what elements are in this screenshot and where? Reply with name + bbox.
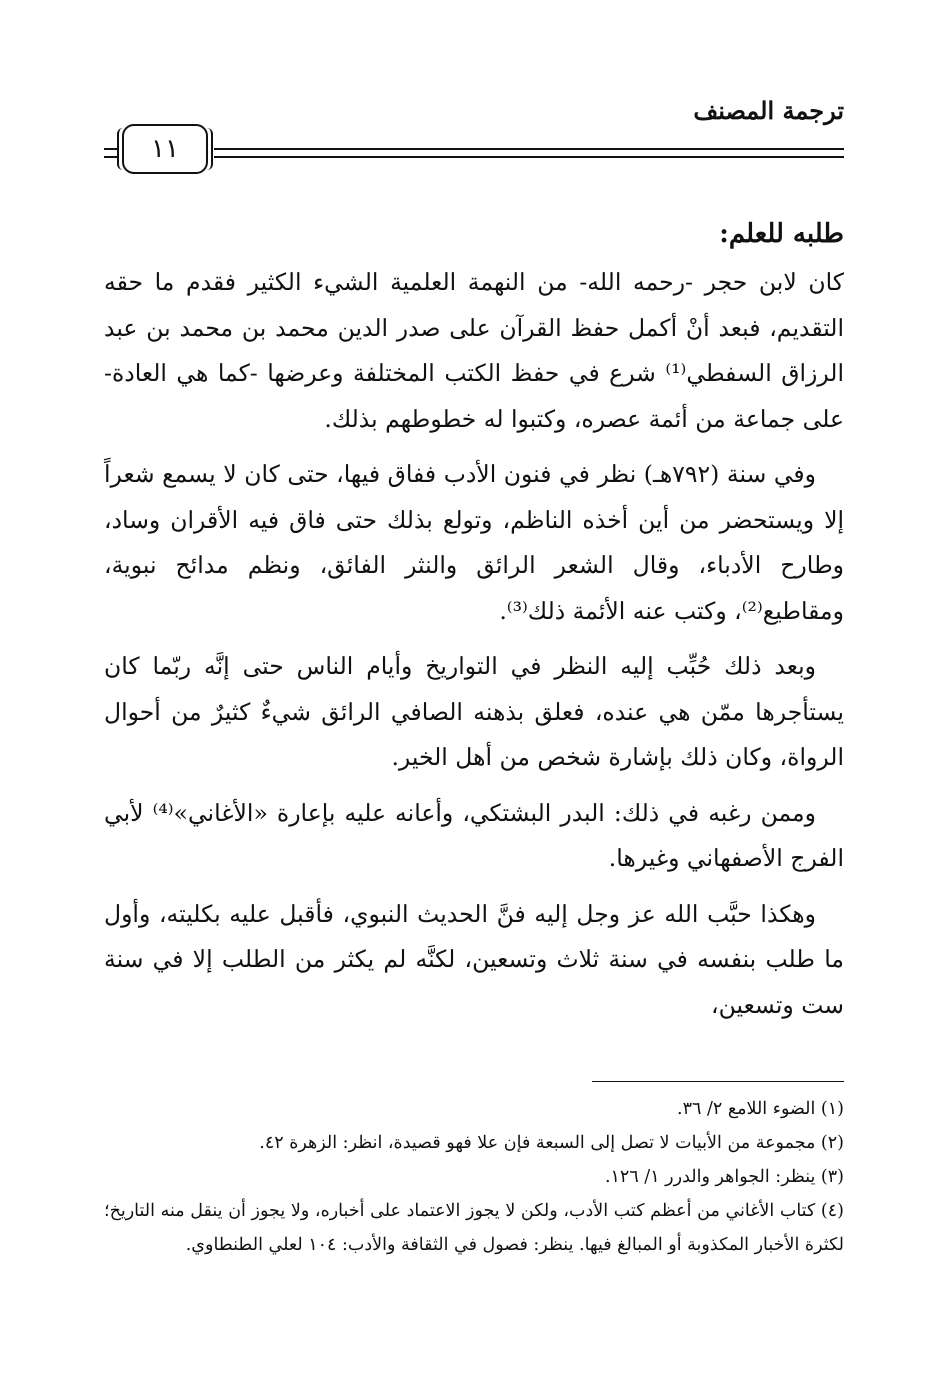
section-heading: طلبه للعلم: [719,219,844,249]
header-rule [104,124,844,178]
paragraph: كان لابن حجر -رحمه الله- من النهمة العلمية الشيء الكثير فقدم ما حقه التقديم، فبعد أنْ أكمل حفظ القرآن على صدر الدين محمد بن محمد بن عبد الرزاق السفطي⁽¹⁾ شرع في حفظ الكتب المختلفة وعرضها -كما هي العادة- على جماعة من أئمة عصره، وكتبوا له خطوطهم بذلك. [104,268,844,433]
header-double-rule [214,148,844,158]
paragraph: وبعد ذلك حُبِّب إليه النظر في التواريخ وأيام الناس حتى إنَّه ربّما كان يستأجرها ممّن هي عنده، فعلق بذهنه الصافي الرائق شيءٌ كثيرٌ من أحوال الرواة، وكان ذلك بإشارة شخص من أهل الخير. [104,652,844,771]
footnote: (١) الضوء اللامع ٢/ ٣٦. [677,1099,844,1119]
footnote-separator [592,1081,844,1082]
running-head: ترجمة المصنف [693,96,844,125]
footnotes [104,1092,844,1262]
footnote: (٣) ينظر: الجواهر والدرر ١/ ١٢٦. [604,1167,844,1187]
footnote: (٢) مجموعة من الأبيات لا تصل إلى السبعة فإن علا فهو قصيدة، انظر: الزهرة ٤٢. [259,1133,844,1153]
paragraph: وهكذا حبَّب الله عز وجل إليه فنَّ الحديث النبوي، فأقبل عليه بكليته، وأول ما طلب بنفسه في سنة ثلاث وتسعين، لكنَّه لم يكثر من الطلب إلا في سنة ست وتسعين، [104,899,844,1019]
paragraph: وفي سنة (٧٩٢هـ) نظر في فنون الأدب ففاق فيها، حتى كان لا يسمع شعراً إلا ويستحضر من أين أخذه الناظم، وتولع بذلك حتى فاق فيه الأقران وساد، وطارح الأدباء، وقال الشعر الرائق والنثر الفائق، ونظم مدائح نبوية، ومقاطيع⁽²⁾، وكتب عنه الأئمة ذلك⁽³⁾. [104,460,844,625]
main-text [104,212,844,1038]
page-number-frame [122,124,208,174]
page-number: ١١ [151,134,179,164]
footnote: (٤) كتاب الأغاني من أعظم كتب الأدب، ولكن لا يجوز الاعتماد على أخباره، ولا يجوز أن ينقل منه التاريخ؛ لكثرة الأخبار المكذوبة أو المبالغ فيها. ينظر: فصول في الثقافة والأدب: ١٠٤ لعلي الطنطاوي. [104,1201,844,1255]
header-rule-stub [104,148,118,158]
paragraph: وممن رغبه في ذلك: البدر البشتكي، وأعانه عليه بإعارة «الأغاني»⁽⁴⁾ لأبي الفرج الأصفهاني وغيرها. [104,798,844,872]
